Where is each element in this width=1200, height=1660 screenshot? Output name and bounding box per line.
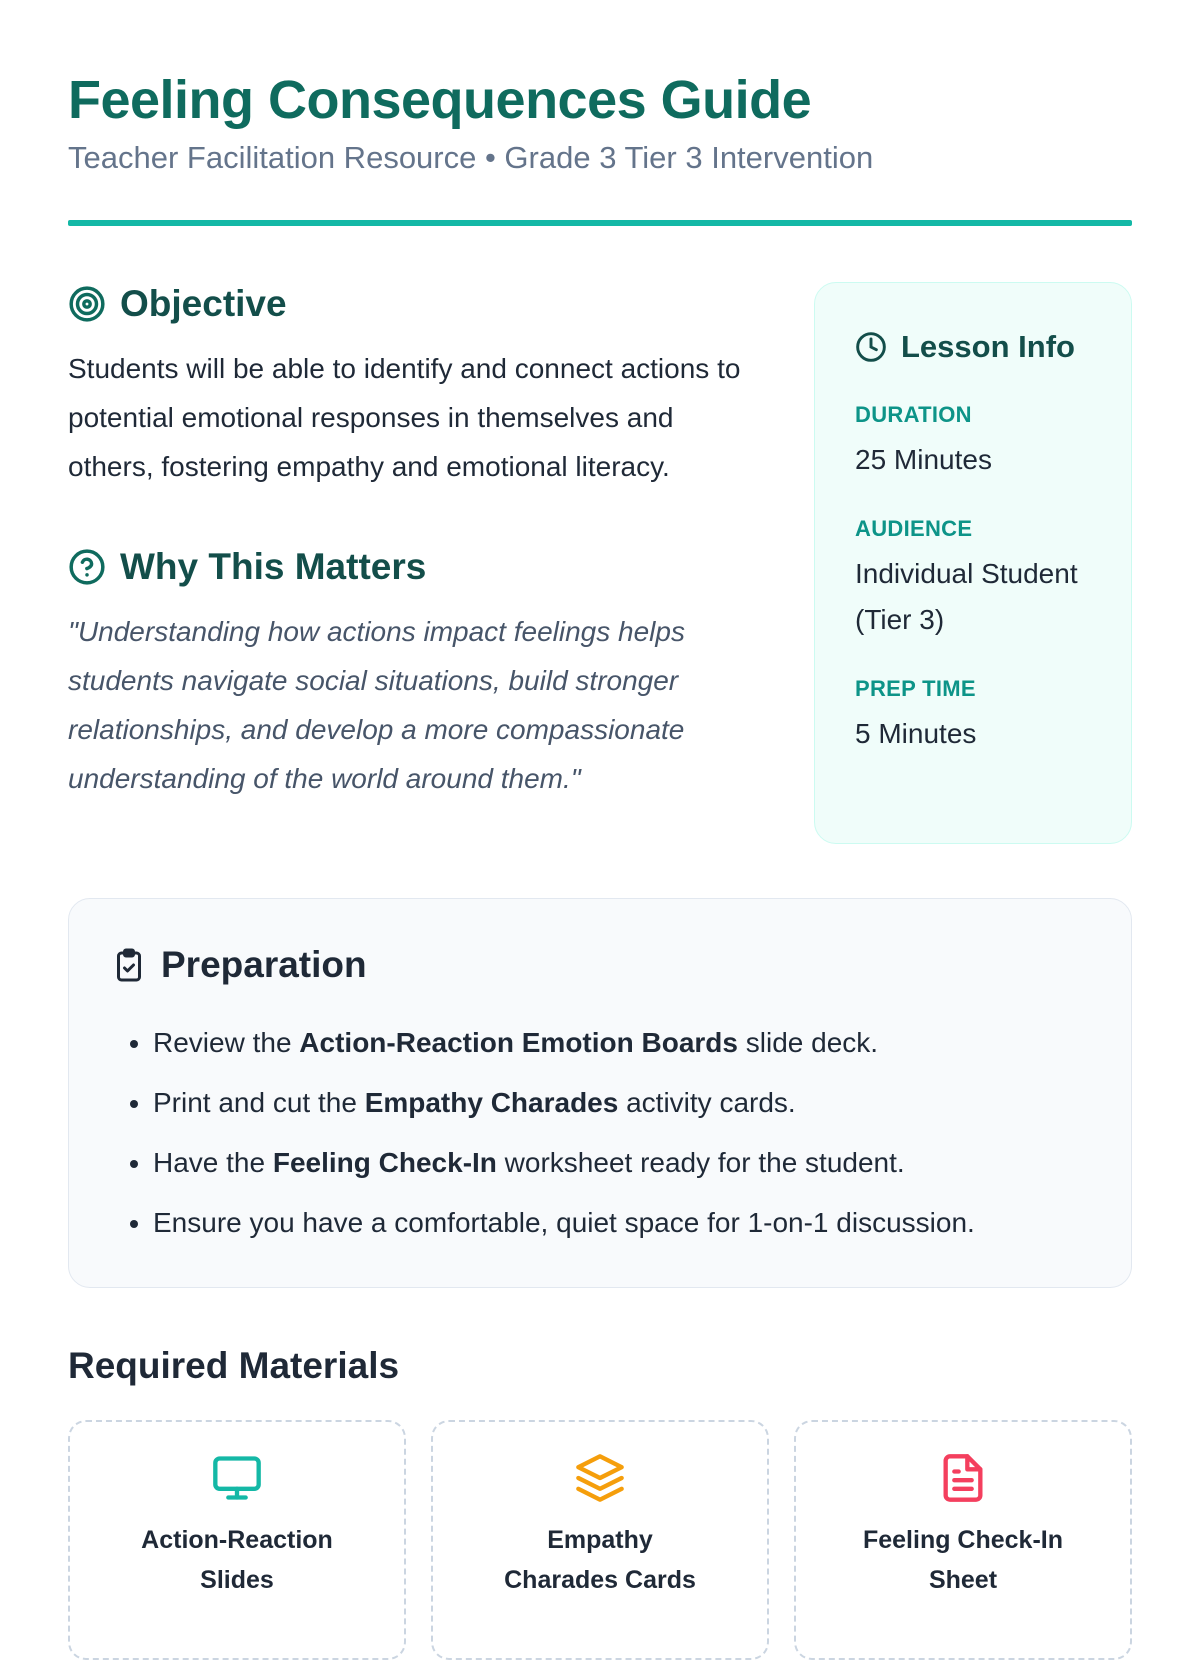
material-card-slides[interactable]	[68, 1420, 406, 1660]
list-item: • Review the Action-Reaction Emotion Boards slide deck.	[153, 1013, 1089, 1073]
objective-text: Students will be able to identify and connect actions to potential emotional responses in themselves and others, fostering empathy and emotional literacy.	[68, 353, 741, 482]
why-heading-row	[68, 545, 758, 589]
objective-heading-row	[68, 282, 758, 326]
material-card-charades[interactable]	[431, 1420, 769, 1660]
list-item: • Ensure you have a comfortable, quiet space for 1-on-1 discussion.	[153, 1193, 1089, 1253]
material-name: Empathy Charades Cards	[504, 1526, 696, 1594]
header-divider	[68, 220, 1132, 226]
monitor-icon	[211, 1452, 263, 1504]
materials-grid	[68, 1420, 1132, 1660]
layers-icon	[574, 1452, 626, 1504]
preparation-section	[68, 898, 1132, 1288]
prep-time-label: PREP TIME	[855, 676, 976, 701]
left-column	[68, 282, 758, 844]
objective-heading: Objective	[120, 283, 287, 324]
prep-time-value: 5 Minutes	[855, 718, 977, 749]
objective-section	[68, 282, 758, 491]
audience-value: Individual Student (Tier 3)	[855, 558, 1078, 635]
top-section	[68, 282, 1132, 844]
list-item: • Print and cut the Empathy Charades activity cards.	[153, 1073, 1089, 1133]
why-section	[68, 545, 758, 803]
clock-icon	[855, 331, 887, 363]
target-icon	[68, 285, 106, 323]
material-card-checkin[interactable]	[794, 1420, 1132, 1660]
document-icon	[937, 1452, 989, 1504]
list-item: • Have the Feeling Check-In worksheet ready for the student.	[153, 1133, 1089, 1193]
why-quote: "Understanding how actions impact feelings helps students navigate social situations, build stronger relationships, and develop a more compassionate understanding of the world around them."	[68, 616, 685, 794]
why-heading: Why This Matters	[120, 546, 427, 587]
clipboard-check-icon	[111, 947, 147, 983]
page-subtitle: Teacher Facilitation Resource • Grade 3 Tier 3 Intervention	[68, 140, 874, 175]
lesson-info-heading-row	[855, 325, 1091, 369]
lesson-info-card	[814, 282, 1132, 844]
preparation-list	[111, 1013, 1089, 1253]
material-name: Action-Reaction Slides	[141, 1526, 333, 1594]
question-circle-icon	[68, 548, 106, 586]
page-title: Feeling Consequences Guide	[68, 70, 812, 130]
material-name: Feeling Check-In Sheet	[862, 1526, 1064, 1594]
materials-heading: Required Materials	[68, 1345, 400, 1386]
preparation-heading-row	[111, 943, 1089, 987]
preparation-heading: Preparation	[161, 944, 367, 985]
audience-label: AUDIENCE	[855, 516, 973, 541]
lesson-info-heading: Lesson Info	[901, 329, 1075, 364]
page-header	[68, 0, 1132, 226]
duration-label: DURATION	[855, 402, 972, 427]
duration-value: 25 Minutes	[855, 444, 992, 475]
